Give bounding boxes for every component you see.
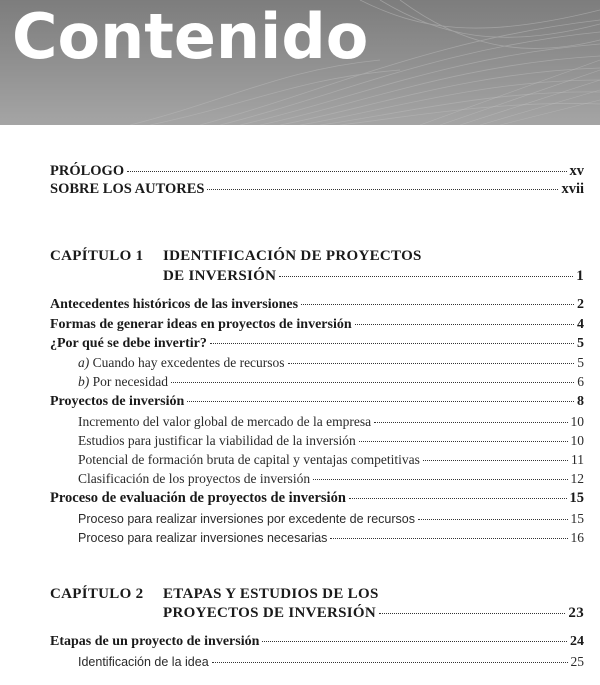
leader-dots xyxy=(379,613,565,614)
toc-entry-page: 4 xyxy=(577,317,584,332)
toc-entry-page: 8 xyxy=(577,394,584,409)
toc-entry[interactable] xyxy=(50,394,584,410)
toc-entry-page: 10 xyxy=(570,414,584,429)
leader-dots xyxy=(349,498,567,499)
leader-dots xyxy=(210,343,574,344)
toc-entry[interactable] xyxy=(50,297,584,313)
leader-dots xyxy=(423,460,568,461)
leader-dots xyxy=(355,324,574,325)
toc-entry-page: 24 xyxy=(570,634,584,649)
toc-entry-label: Proyectos de inversión xyxy=(50,394,185,409)
toc-entry-label: Estudios para justificar la viabilidad de la inversión xyxy=(78,433,356,448)
toc-subentry[interactable] xyxy=(78,374,584,390)
leader-dots xyxy=(262,641,567,642)
toc-entry-page: xv xyxy=(569,163,584,179)
toc-entry-page: xvii xyxy=(561,181,584,197)
toc-entry-page: 6 xyxy=(577,374,584,389)
page-title: Contenido xyxy=(12,0,369,73)
toc-entry-label: Antecedentes históricos de las inversiones xyxy=(50,297,299,312)
leader-dots xyxy=(127,171,566,172)
leader-dots xyxy=(330,538,567,539)
toc-entry-label: Proceso para realizar inversiones por excedente de recursos xyxy=(78,512,415,526)
toc-entry-page: 25 xyxy=(570,654,584,669)
toc-subentry[interactable] xyxy=(78,452,584,468)
toc-entry-page: 5 xyxy=(577,336,584,351)
toc-entry-page: 15 xyxy=(570,511,584,526)
toc-entry-page: 12 xyxy=(570,471,584,486)
toc-subentry[interactable] xyxy=(78,530,584,546)
leader-dots xyxy=(171,382,574,383)
toc-entry-label: Potencial de formación bruta de capital y ventajas competitivas xyxy=(78,452,420,467)
toc-subentry[interactable] xyxy=(78,511,584,527)
toc-entry-page: 2 xyxy=(577,297,584,312)
toc-entry-label: SOBRE LOS AUTORES xyxy=(50,181,205,197)
toc-entry[interactable] xyxy=(50,490,584,507)
toc-entry-label: Clasificación de los proyectos de inversión xyxy=(78,471,311,486)
toc-subentry[interactable] xyxy=(78,433,584,449)
toc-entry-prologo[interactable] xyxy=(50,163,584,180)
toc-entry-sobre-los-autores[interactable] xyxy=(50,181,584,198)
leader-dots xyxy=(207,189,558,190)
toc-entry-page: 11 xyxy=(571,452,584,467)
chapter-number: CAPÍTULO 2 xyxy=(50,586,144,602)
chapter-number: CAPÍTULO 1 xyxy=(50,248,144,264)
toc-entry-label: Etapas de un proyecto de inversión xyxy=(50,634,260,649)
leader-dots xyxy=(374,422,567,423)
toc-entry-prefix: b) xyxy=(78,374,90,389)
chapter-page: 23 xyxy=(568,605,584,621)
chapter-1-title-line2[interactable] xyxy=(163,268,584,285)
toc-subentry[interactable] xyxy=(78,355,584,371)
toc-subentry[interactable] xyxy=(78,654,584,670)
leader-dots xyxy=(359,441,568,442)
toc-entry-label: Cuando hay excedentes de recursos xyxy=(89,355,285,370)
toc-entry[interactable] xyxy=(50,336,584,352)
toc-subentry[interactable] xyxy=(78,471,584,487)
toc-entry-label: Formas de generar ideas en proyectos de inversión xyxy=(50,317,352,332)
toc-entry[interactable] xyxy=(50,634,584,650)
toc-entry-page: 15 xyxy=(569,490,584,506)
toc-entry-label: Por necesidad xyxy=(89,374,168,389)
toc-entry-prefix: a) xyxy=(78,355,90,370)
toc-entry-label: Incremento del valor global de mercado de la empresa xyxy=(78,414,372,429)
chapter-2-heading[interactable] xyxy=(50,586,379,603)
chapter-2-title-line2[interactable] xyxy=(163,605,584,622)
toc-subentry[interactable] xyxy=(78,414,584,430)
toc-entry-label: ¿Por qué se debe invertir? xyxy=(50,336,207,351)
toc-entry-label: Proceso de evaluación de proyectos de inversión xyxy=(50,490,346,506)
leader-dots xyxy=(187,401,574,402)
chapter-title-line1: IDENTIFICACIÓN DE PROYECTOS xyxy=(163,248,422,264)
toc-entry-label: Identificación de la idea xyxy=(78,655,209,669)
leader-dots xyxy=(418,519,568,520)
leader-dots xyxy=(212,662,568,663)
toc-entry-label: Proceso para realizar inversiones necesarias xyxy=(78,531,328,545)
chapter-page: 1 xyxy=(576,268,584,284)
leader-dots xyxy=(288,363,575,364)
toc-entry-page: 16 xyxy=(570,530,584,545)
leader-dots xyxy=(279,276,573,277)
chapter-title-line2: DE INVERSIÓN xyxy=(163,268,277,284)
toc-entry-label: PRÓLOGO xyxy=(50,163,125,179)
leader-dots xyxy=(301,304,574,305)
chapter-title-line2: PROYECTOS DE INVERSIÓN xyxy=(163,605,377,621)
chapter-1-heading[interactable] xyxy=(50,248,422,265)
leader-dots xyxy=(313,479,567,480)
chapter-title-line1: ETAPAS Y ESTUDIOS DE LOS xyxy=(163,586,379,602)
toc-entry-page: 5 xyxy=(577,355,584,370)
toc-entry-page: 10 xyxy=(570,433,584,448)
toc-entry[interactable] xyxy=(50,317,584,333)
